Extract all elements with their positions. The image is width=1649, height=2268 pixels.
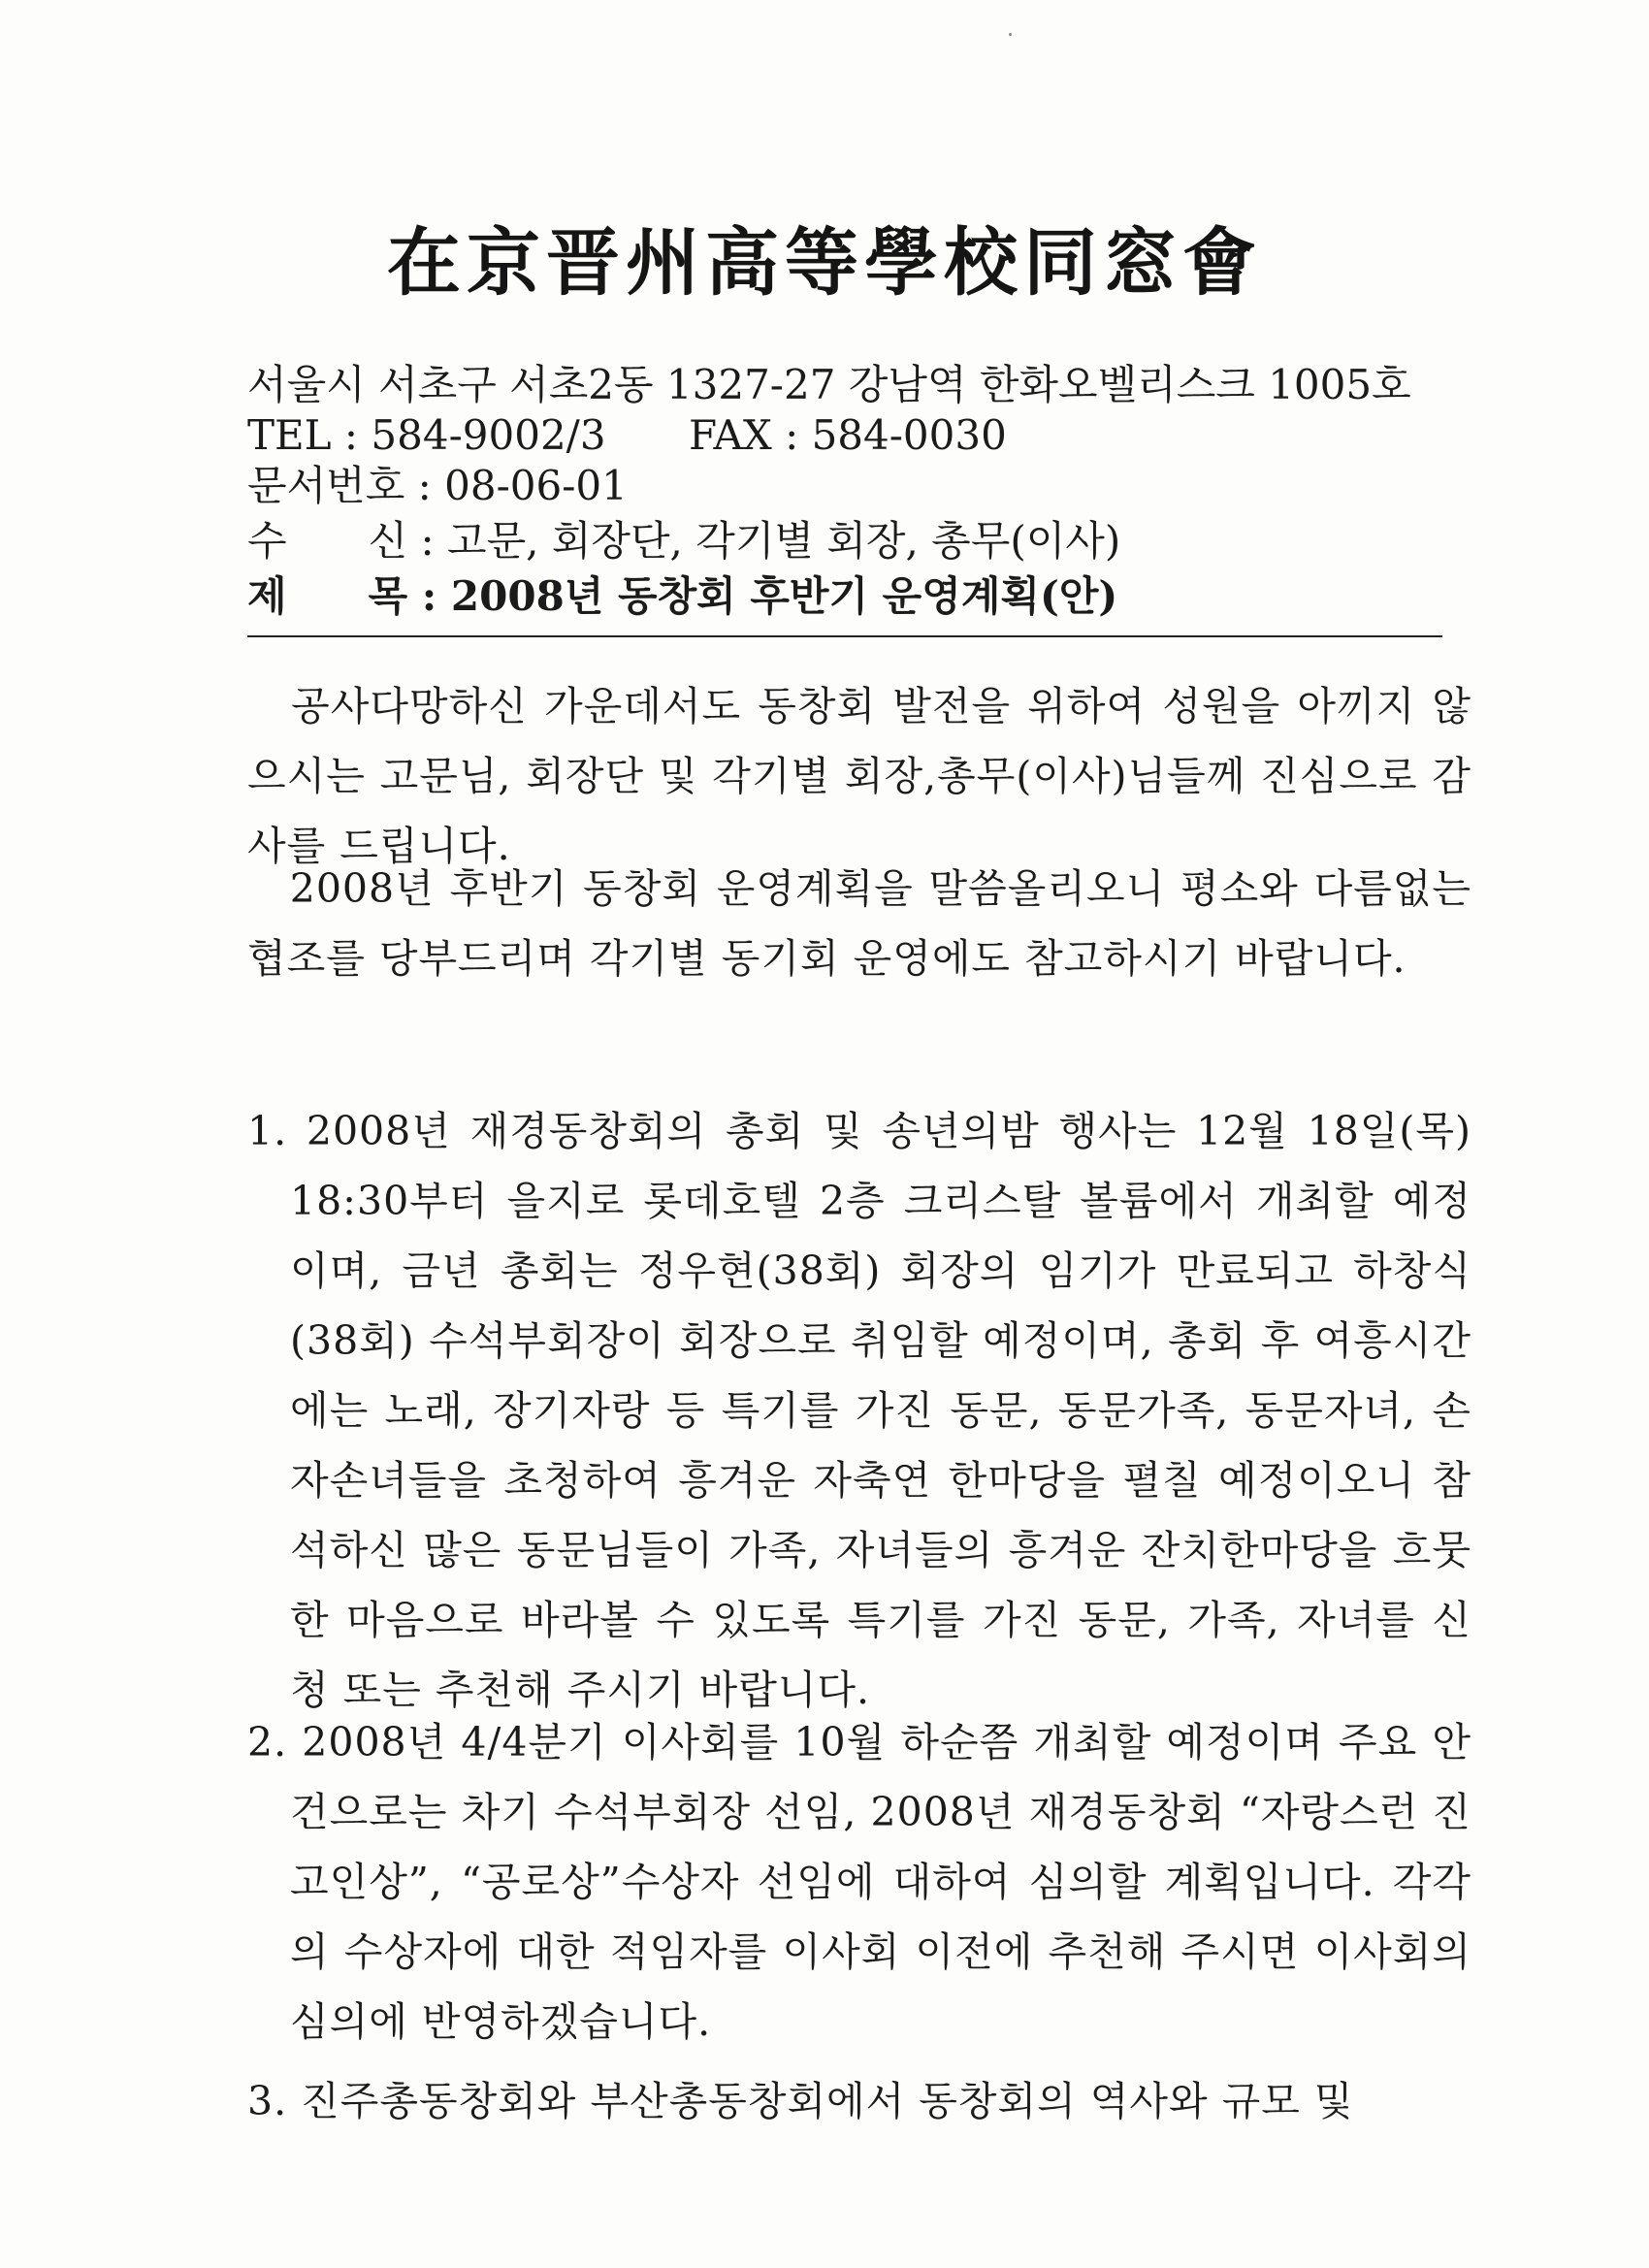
fax-block xyxy=(689,411,1007,460)
list-item-3: 3. 진주총동창회와 부산총동창회에서 동창회의 역사와 규모 및 xyxy=(247,2078,1354,2124)
docno-value: 08-06-01 xyxy=(444,462,628,509)
list-item-1: 1. 2008년 재경동창회의 총회 및 송년의밤 행사는 12월 18일(목) 18:30부터 을지로 롯데호텔 2층 크리스탈 볼륨에서 개최할 예정이며, 금년 총회는 정우현(38회) 회장의 임기가 만료되고 하창식(38회) 수석부회장이 회장으로 취임할 예정이며, 총회 후 여흥시간에는 노래, 장기자랑 등 특기를 가진 동문, 동문가족, 동문자녀, 손자손녀들을 초청하여 흥겨운 자축연 한마당을 펼칠 예정이오니 참석하신 많은 동문님들이 가족, 자녀들의 흥겨운 잔치한마당을 흐뭇한 마음으로 바라볼 수 있도록 특기를 가진 동문, 가족, 자녀를 신청 또는 추천해 주시기 바랍니다. xyxy=(247,1108,1471,1713)
document-number-line xyxy=(247,462,628,510)
list-item-2: 2. 2008년 4/4분기 이사회를 10월 하순쯤 개최할 예정이며 주요 안건으로는 차기 수석부회장 선임, 2008년 재경동창회 “자랑스런 진고인상”, “공로상”수상자 선임에 대하여 심의할 계획입니다. 각각의 수상자에 대한 적임자를 이사회 이전에 추천해 주시면 이사회의 심의에 반영하겠습니다. xyxy=(247,1719,1471,2045)
recipient-line xyxy=(247,517,1120,566)
contact-line xyxy=(247,411,606,460)
docno-label: 문서번호 : xyxy=(247,462,445,509)
header-divider xyxy=(247,635,1442,637)
subject-line xyxy=(247,572,1117,621)
tel-value: 584-9002/3 xyxy=(371,411,606,459)
scan-speck xyxy=(1009,33,1012,36)
tel-label: TEL : xyxy=(247,411,372,459)
address-line: 서울시 서초구 서초2동 1327-27 강남역 한화오벨리스크 1005호 xyxy=(247,361,1411,408)
subject-value: 2008년 동창회 후반기 운영계획(안) xyxy=(450,572,1118,620)
body-paragraph-2: 2008년 후반기 동창회 운영계획을 말씀올리오니 평소와 다름없는 협조를 당부드리며 각기별 동기회 운영에도 참고하시기 바랍니다. xyxy=(247,865,1471,982)
organization-title: 在京晋州高等學校同窓會 xyxy=(387,219,1262,306)
subject-label: 제 목 : xyxy=(247,572,451,620)
body-paragraph-1: 공사다망하신 가운데서도 동창회 발전을 위하여 성원을 아끼지 않으시는 고문님, 회장단 및 각기별 회장,총무(이사)님들께 진심으로 감사를 드립니다. xyxy=(247,683,1471,869)
recipient-label: 수 신 : xyxy=(247,517,447,565)
fax-value: 584-0030 xyxy=(811,411,1007,459)
fax-label: FAX : xyxy=(689,411,812,459)
recipient-value: 고문, 회장단, 각기별 회장, 총무(이사) xyxy=(447,517,1121,565)
